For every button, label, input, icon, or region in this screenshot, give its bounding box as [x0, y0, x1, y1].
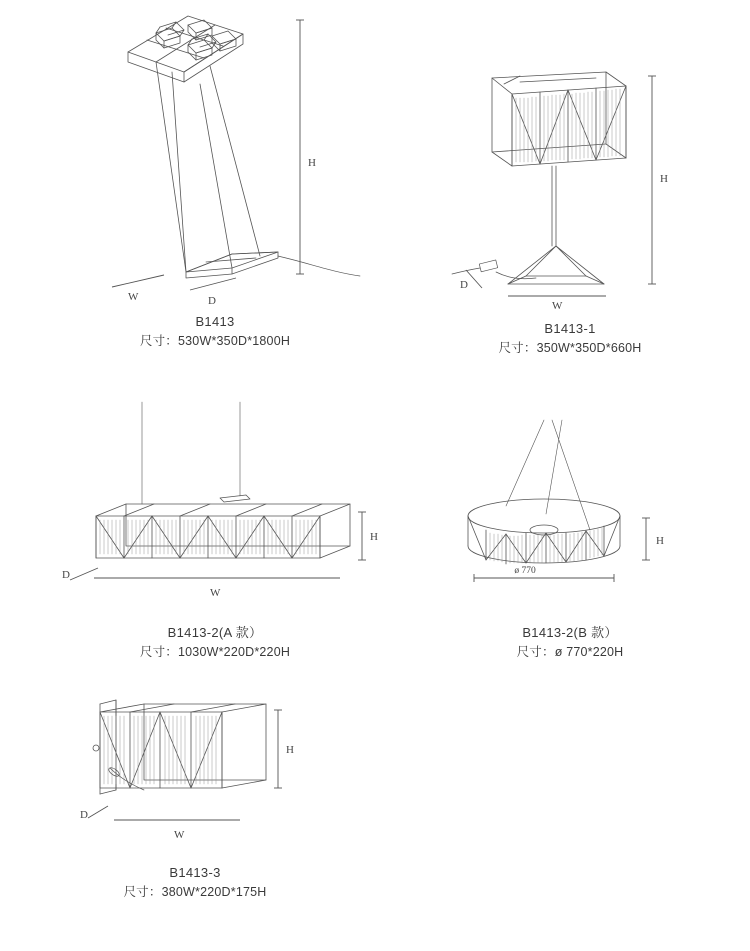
dim-label-d-b1413-1: D: [460, 279, 468, 291]
model-name-b1413-1: B1413-1: [544, 321, 596, 336]
model-name-b1413-2a: B1413-2(A 款）: [167, 625, 263, 640]
figure-b1413-1: [420, 40, 720, 312]
dimensions-b1413-2a: 尺寸：1030W*220D*220H: [139, 645, 291, 660]
dim-label-h-b1413-2a: H: [370, 531, 378, 543]
caption-b1413-1: [420, 319, 720, 359]
product-b1413-2a: [50, 400, 380, 663]
dim-label-w-b1413-2a: W: [210, 587, 221, 599]
dimensions-b1413-3: 尺寸：380W*220D*175H: [123, 885, 267, 900]
figure-b1413-3: [70, 690, 320, 855]
model-name-b1413-3: B1413-3: [169, 865, 221, 880]
caption-b1413-2a: [50, 623, 380, 663]
dim-label-h-b1413: H: [308, 157, 316, 169]
product-b1413-2b: [440, 420, 700, 663]
dim-label-d-b1413-3: D: [80, 809, 88, 821]
caption-b1413: [60, 312, 370, 352]
figure-b1413: [60, 6, 370, 306]
dimensions-b1413-1: 尺寸：350W*350D*660H: [498, 341, 642, 356]
dim-label-h-b1413-3: H: [286, 744, 294, 756]
product-b1413: [60, 6, 370, 352]
drawing-round-pendant: [440, 420, 700, 615]
dimensions-b1413-2b: 尺寸：ø 770*220H: [516, 645, 624, 660]
dim-label-d-b1413: D: [208, 295, 216, 307]
figure-b1413-2a: [50, 400, 380, 615]
dim-label-w-b1413: W: [128, 291, 139, 303]
drawing-linear-pendant: [50, 400, 380, 615]
dim-label-h-b1413-1: H: [660, 173, 668, 185]
drawing-floor-lamp: [60, 6, 370, 306]
caption-b1413-3: [70, 863, 320, 903]
caption-b1413-2b: [440, 623, 700, 663]
dimensions-b1413: 尺寸：530W*350D*1800H: [139, 334, 291, 349]
dim-label-w-b1413-1: W: [552, 300, 563, 312]
dim-label-diameter-b1413-2b: ø 770: [514, 566, 536, 576]
model-name-b1413-2b: B1413-2(B 款）: [522, 625, 618, 640]
model-name-b1413: B1413: [195, 314, 235, 329]
product-b1413-3: [70, 690, 320, 903]
product-b1413-1: [420, 40, 720, 359]
dim-label-d-b1413-2a: D: [62, 569, 70, 581]
dim-label-w-b1413-3: W: [174, 829, 185, 841]
drawing-table-lamp: [420, 40, 720, 312]
figure-b1413-2b: [440, 420, 700, 615]
dim-label-h-b1413-2b: H: [656, 535, 664, 547]
drawing-wall-lamp: [70, 690, 320, 855]
